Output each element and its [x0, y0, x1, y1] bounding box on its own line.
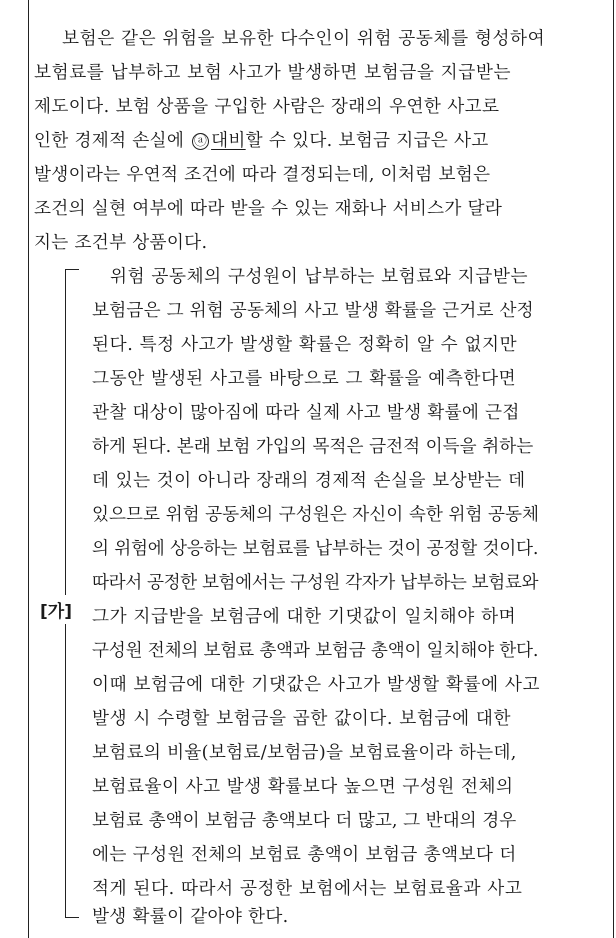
circled-a-marker: ⓐ — [193, 134, 208, 149]
section-line: 보험료 총액이 보험금 총액보다 더 많고, 그 반대의 경우 — [92, 811, 517, 831]
intro-line: 제도이다. 보험 상품을 구입한 사람은 장래의 우연한 사고로 — [34, 97, 500, 117]
section-line: 하게 된다. 본래 보험 가입의 목적은 금전적 이득을 취하는 — [92, 437, 534, 457]
section-line: 에는 구성원 전체의 보험료 총액이 보험금 총액보다 더 — [92, 845, 517, 865]
section-line: 발생 확률이 같아야 한다. — [92, 907, 289, 927]
section-line: 위험 공동체의 구성원이 납부하는 보험료와 지급받는 — [110, 267, 529, 287]
intro-line: 보험은 같은 위험을 보유한 다수인이 위험 공동체를 형성하여 — [62, 29, 546, 49]
section-line: 보험료의 비율(보험료/보험금)을 보험료율이라 하는데, — [92, 743, 517, 763]
section-line: 데 있는 것이 아니라 장래의 경제적 손실을 보상받는 데 — [92, 471, 526, 491]
section-line: 적게 된다. 따라서 공정한 보험에서는 보험료율과 사고 — [92, 879, 523, 899]
section-line: 보험금은 그 위험 공동체의 사고 발생 확률을 근거로 산정 — [92, 301, 534, 321]
section-line: 구성원 전체의 보험료 총액과 보험금 총액이 일치해야 한다. — [92, 641, 539, 661]
intro-text-before-marker: 인한 경제적 손실에 — [34, 131, 185, 151]
section-line: 보험료율이 사고 발생 확률보다 높으면 구성원 전체의 — [92, 777, 514, 797]
intro-line: 발생이라는 우연적 조건에 따라 결정되는데, 이처럼 보험은 — [34, 165, 491, 185]
intro-line: 지는 조건부 상품이다. — [34, 233, 208, 253]
section-line: 된다. 특정 사고가 발생할 확률은 정확히 알 수 없지만 — [92, 335, 518, 355]
section-line: 이때 보험금에 대한 기댓값은 사고가 발생할 확률에 사고 — [92, 675, 541, 695]
section-line: 따라서 공정한 보험에서는 구성원 각자가 납부하는 보험료와 — [92, 573, 539, 593]
section-line: 그가 지급받을 보험금에 대한 기댓값이 일치해야 하며 — [92, 607, 517, 627]
section-line: 있으므로 위험 공동체의 구성원은 자신이 속한 위험 공동체 — [92, 505, 540, 525]
section-line: 그동안 발생된 사고를 바탕으로 그 확률을 예측한다면 — [92, 369, 517, 389]
section-bracket — [65, 269, 66, 917]
section-line: 의 위험에 상응하는 보험료를 납부하는 것이 공정할 것이다. — [92, 539, 539, 559]
section-line: 관찰 대상이 많아짐에 따라 실제 사고 발생 확률에 근접 — [92, 403, 520, 423]
intro-line: 보험료를 납부하고 보험 사고가 발생하면 보험금을 지급받는 — [34, 63, 512, 83]
intro-line-with-marker — [34, 133, 489, 151]
section-bracket-bottom — [65, 917, 79, 918]
section-bracket-top — [65, 269, 79, 270]
intro-line: 조건의 실현 여부에 따라 받을 수 있는 재화나 서비스가 달라 — [34, 199, 503, 219]
intro-text-after-marker: 할 수 있다. 보험금 지급은 사고 — [245, 131, 489, 151]
section-line: 발생 시 수령할 보험금을 곱한 값이다. 보험금에 대한 — [92, 709, 512, 729]
section-label: [가] — [40, 595, 72, 624]
underlined-word: 대비 — [211, 131, 246, 151]
